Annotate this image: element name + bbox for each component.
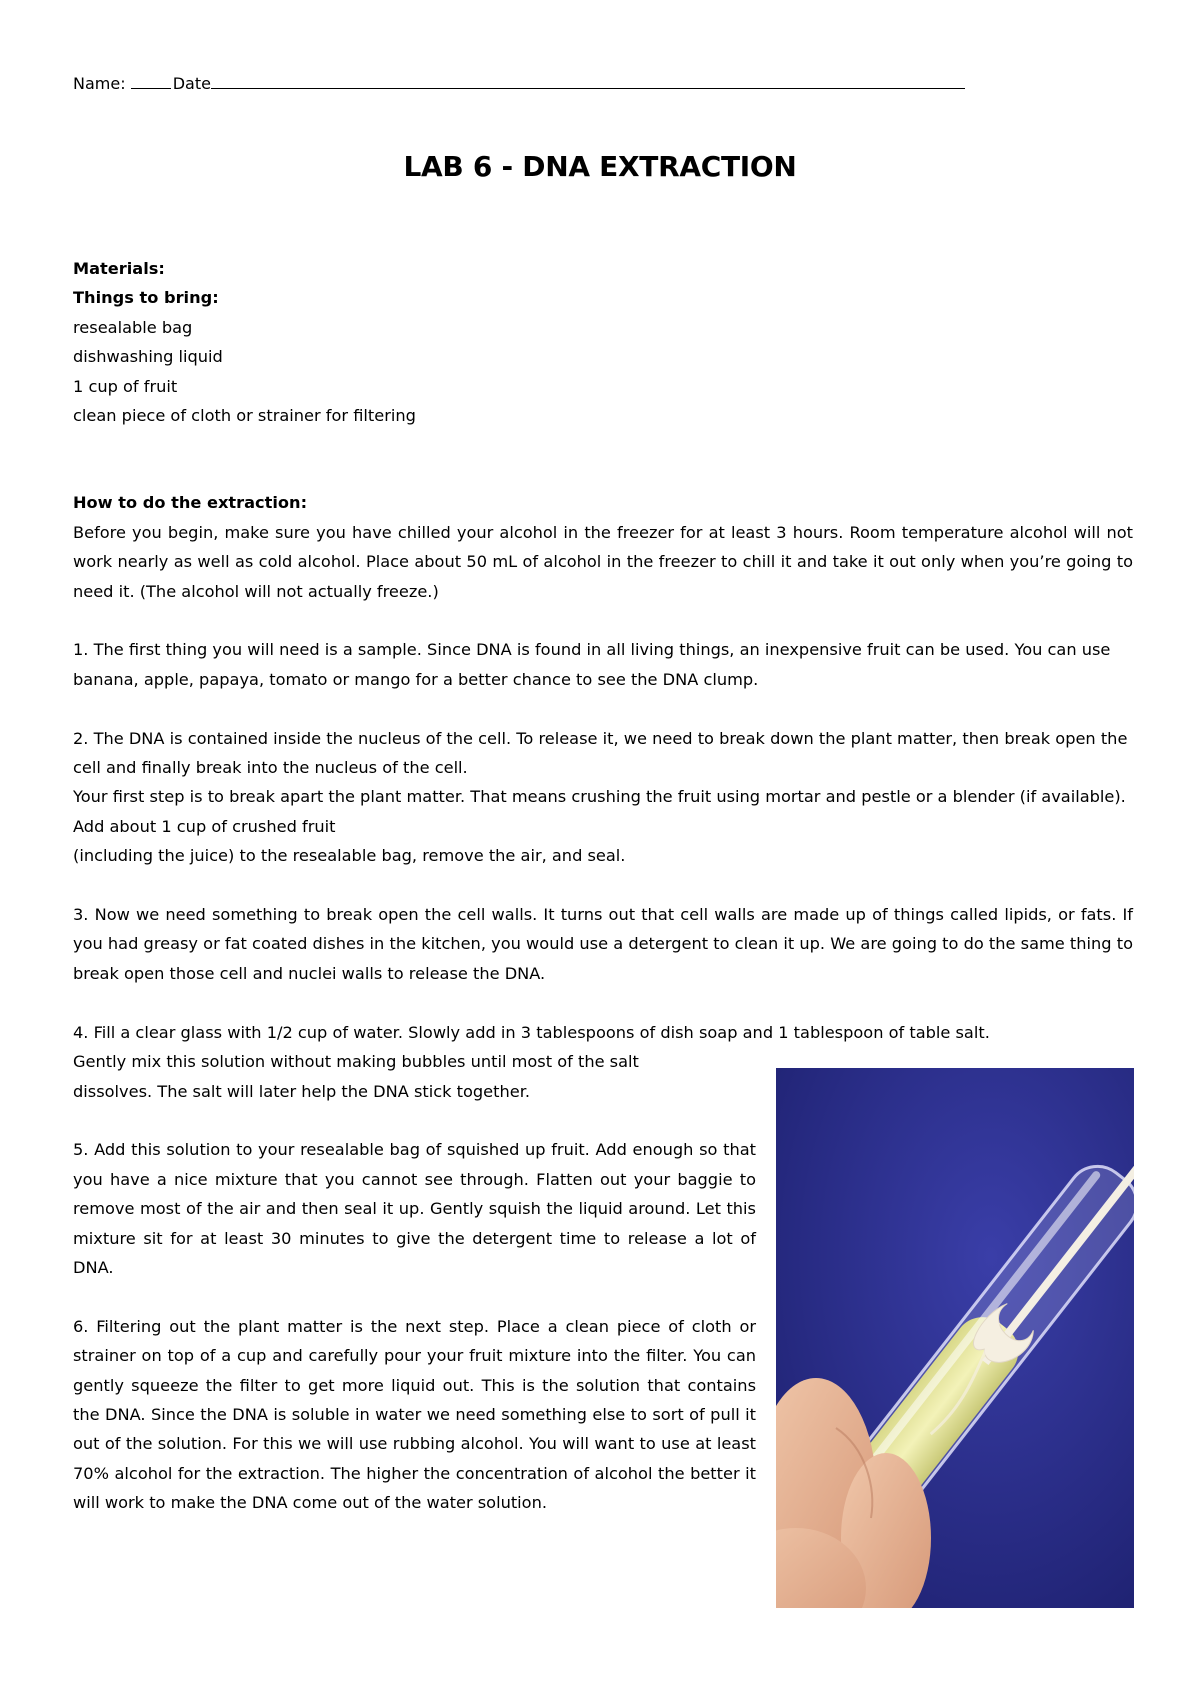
materials-item: dishwashing liquid xyxy=(73,347,223,367)
name-label: Name: xyxy=(73,74,126,93)
step-4a: 4. Fill a clear glass with 1/2 cup of water. Slowly add in 3 tablespoons of dish soap and 1 tablespoon of table salt. xyxy=(73,1022,990,1042)
step-2b: Your first step is to break apart the plant matter. That means crushing the fruit using mortar and pestle or a blender (if available). Add about 1 cup of crushed fruit xyxy=(73,787,1126,836)
date-blank xyxy=(211,74,965,89)
step-2a: 2. The DNA is contained inside the nucleus of the cell. To release it, we need to break down the plant matter, then break open the cell and finally break into the nucleus of the cell. xyxy=(73,728,1128,778)
extraction-heading: How to do the extraction: xyxy=(73,493,308,513)
step-5: 5. Add this solution to your resealable bag of squished up fruit. Add enough so that you have a nice mixture that you cannot see through. Flatten out your baggie to remove most of the air and then seal it up. Gently squish the liquid around. Let this mixture sit for at least 30 minutes to give the detergent time to release a lot of DNA. xyxy=(73,1140,756,1277)
things-to-bring-heading: Things to bring: xyxy=(73,288,219,308)
step-4c: dissolves. The salt will later help the DNA stick together. xyxy=(73,1081,531,1101)
step-4b: Gently mix this solution without making bubbles until most of the salt xyxy=(73,1052,639,1072)
materials-item: resealable bag xyxy=(73,317,193,337)
step-2c: (including the juice) to the resealable bag, remove the air, and seal. xyxy=(73,846,626,866)
name-date-line xyxy=(73,74,973,93)
materials-item: clean piece of cloth or strainer for filtering xyxy=(73,406,416,426)
page-title: LAB 6 - DNA EXTRACTION xyxy=(403,150,797,183)
materials-item: 1 cup of fruit xyxy=(73,376,178,396)
date-label: Date xyxy=(172,74,211,93)
dna-test-tube-photo xyxy=(776,1068,1134,1608)
materials-heading: Materials: xyxy=(73,259,165,278)
name-blank xyxy=(131,74,171,89)
step-1: 1. The first thing you will need is a sample. Since DNA is found in all living things, an inexpensive fruit can be used. You can use banana, apple, papaya, tomato or mango for a better chance to see the DNA clump. xyxy=(73,640,1111,689)
step-6: 6. Filtering out the plant matter is the next step. Place a clean piece of cloth or strainer on top of a cup and carefully pour your fruit mixture into the filter. You can gently squeeze the filter to get more liquid out. This is the solution that contains the DNA. Since the DNA is soluble in water we need something else to sort of pull it out of the solution. For this we will use rubbing alcohol. You will want to use at least 70% alcohol for the extraction. The higher the concentration of alcohol the better it will work to make the DNA come out of the water solution. xyxy=(73,1316,756,1513)
extraction-intro: Before you begin, make sure you have chilled your alcohol in the freezer for at least 3 hours. Room temperature alcohol will not work nearly as well as cold alcohol. Place about 50 mL of alcohol in the freezer to chill it and take it out only when you’re going to need it. (The alcohol will not actually freeze.) xyxy=(73,522,1133,601)
step-3: 3. Now we need something to break open the cell walls. It turns out that cell walls are made up of things called lipids, or fats. If you had greasy or fat coated dishes in the kitchen, you would use a detergent to clean it up. We are going to do the same thing to break open those cell and nuclei walls to release the DNA. xyxy=(73,905,1133,983)
